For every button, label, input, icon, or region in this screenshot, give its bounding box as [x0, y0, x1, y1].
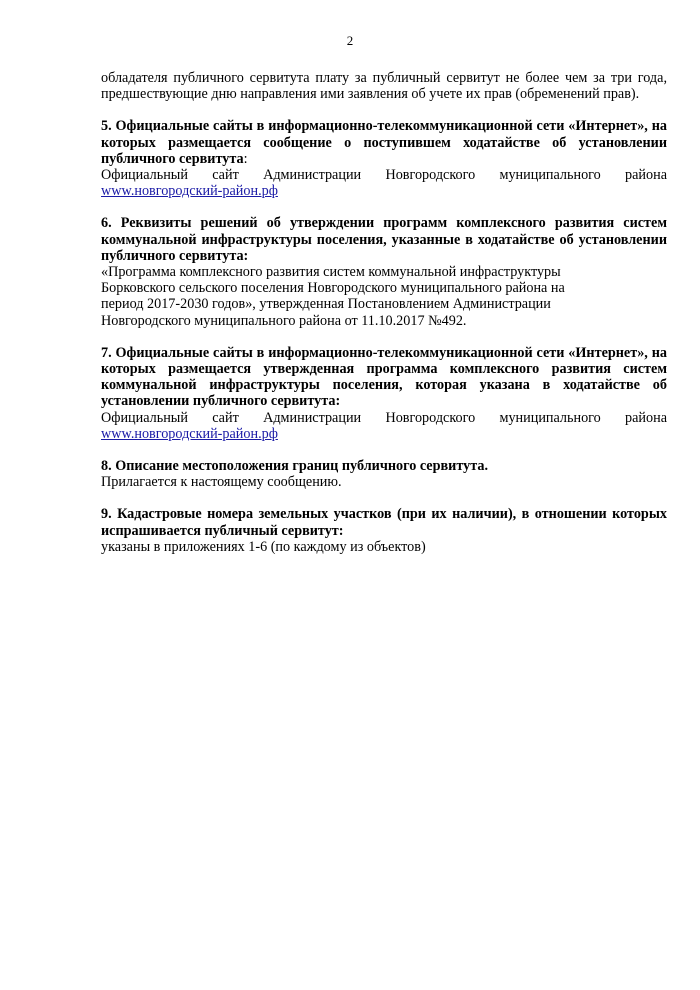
section-8-heading: 8. Описание местоположения границ публичного сервитута. [101, 458, 488, 475]
section-6-line-2: Борковского сельского поселения Новгородского муниципального района на [101, 280, 565, 297]
section-8 [101, 458, 667, 490]
section-7-site-link[interactable]: www.новгородский-район.рф [101, 425, 278, 442]
section-6-heading: 6. Реквизиты решений об утверждении программ комплексного развития систем коммунальной инфраструктуры поселения, указанные в ходатайстве об установлении публичного сервитута: [101, 215, 667, 264]
section-9-body: указаны в приложениях 1-6 (по каждому из объектов) [101, 538, 426, 555]
intro-line-2: предшествующие дню направления ими заявления об учете их прав (обременений прав). [101, 86, 640, 103]
section-6-line-1: «Программа комплексного развития систем коммунальной инфраструктуры [101, 264, 561, 281]
intro-paragraph [101, 70, 667, 102]
page-number: 2 [346, 33, 354, 48]
section-5-heading-colon: : [243, 150, 248, 167]
section-6-line-4: Новгородского муниципального района от 11.10.2017 №492. [101, 312, 467, 329]
section-6-line-3: период 2017-2030 годов», утвержденная Постановлением Администрации [101, 296, 551, 313]
section-8-body: Прилагается к настоящему сообщению. [101, 474, 342, 491]
document-body [101, 70, 667, 555]
section-7 [101, 345, 667, 442]
section-9 [101, 506, 667, 555]
section-6 [101, 215, 667, 328]
section-5-site-link[interactable]: www.новгородский-район.рф [101, 183, 278, 200]
section-5-heading: 5. Официальные сайты в информационно-телекоммуникационной сети «Интернет», на которых размещается сообщение о поступившем ходатайстве об установлении публичного сервитута [101, 118, 667, 167]
section-7-body: Официальный сайт Администрации Новгородского муниципального района [101, 409, 667, 426]
section-9-heading: 9. Кадастровые номера земельных участков (при их наличии), в отношении которых испрашивается публичный сервитут: [101, 506, 667, 539]
section-5 [101, 118, 667, 199]
section-5-heading-block [101, 118, 667, 167]
section-5-body: Официальный сайт Администрации Новгородского муниципального района [101, 167, 667, 184]
intro-line-1: обладателя публичного сервитута плату за публичный сервитут не более чем за три года, [101, 70, 667, 86]
section-7-heading: 7. Официальные сайты в информационно-телекоммуникационной сети «Интернет», на которых размещается утвержденная программа комплексного развития систем коммунальной инфраструктуры поселения, которая указана в ходатайстве об установлении публичного сервитута: [101, 344, 667, 410]
